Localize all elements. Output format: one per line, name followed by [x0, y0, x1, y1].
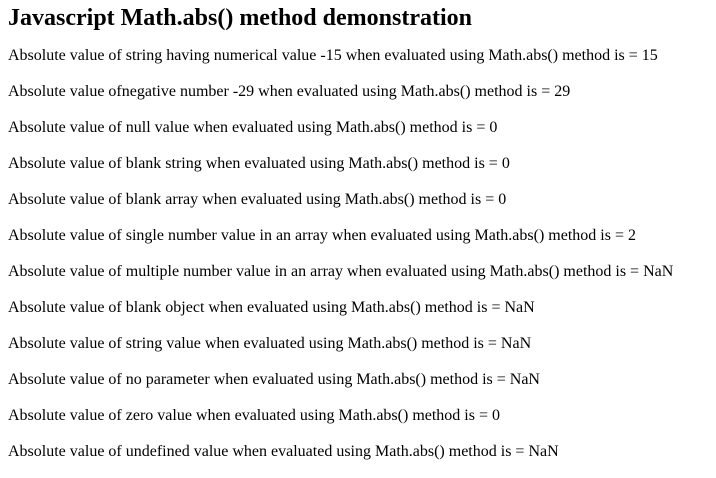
result-line: Absolute value of multiple number value in an array when evaluated using Math.abs() method is = NaN: [8, 263, 674, 280]
result-line: Absolute value of blank array when evaluated using Math.abs() method is = 0: [8, 191, 507, 208]
result-line: Absolute value of no parameter when evaluated using Math.abs() method is = NaN: [8, 371, 540, 388]
result-line: Absolute value ofnegative number -29 when evaluated using Math.abs() method is = 29: [8, 83, 571, 100]
result-line: Absolute value of single number value in an array when evaluated using Math.abs() method is = 2: [8, 227, 636, 244]
result-line: Absolute value of string value when evaluated using Math.abs() method is = NaN: [8, 335, 532, 352]
page-content: [8, 0, 708, 478]
results-list: [8, 46, 708, 462]
result-line: Absolute value of null value when evaluated using Math.abs() method is = 0: [8, 119, 498, 136]
result-line: Absolute value of blank string when evaluated using Math.abs() method is = 0: [8, 155, 510, 172]
result-line: Absolute value of string having numerical value -15 when evaluated using Math.abs() method is = 15: [8, 47, 658, 64]
result-line: Absolute value of blank object when evaluated using Math.abs() method is = NaN: [8, 299, 535, 316]
result-line: Absolute value of undefined value when evaluated using Math.abs() method is = NaN: [8, 443, 559, 460]
result-line: Absolute value of zero value when evaluated using Math.abs() method is = 0: [8, 407, 500, 424]
page-title: Javascript Math.abs() method demonstration: [8, 5, 472, 31]
